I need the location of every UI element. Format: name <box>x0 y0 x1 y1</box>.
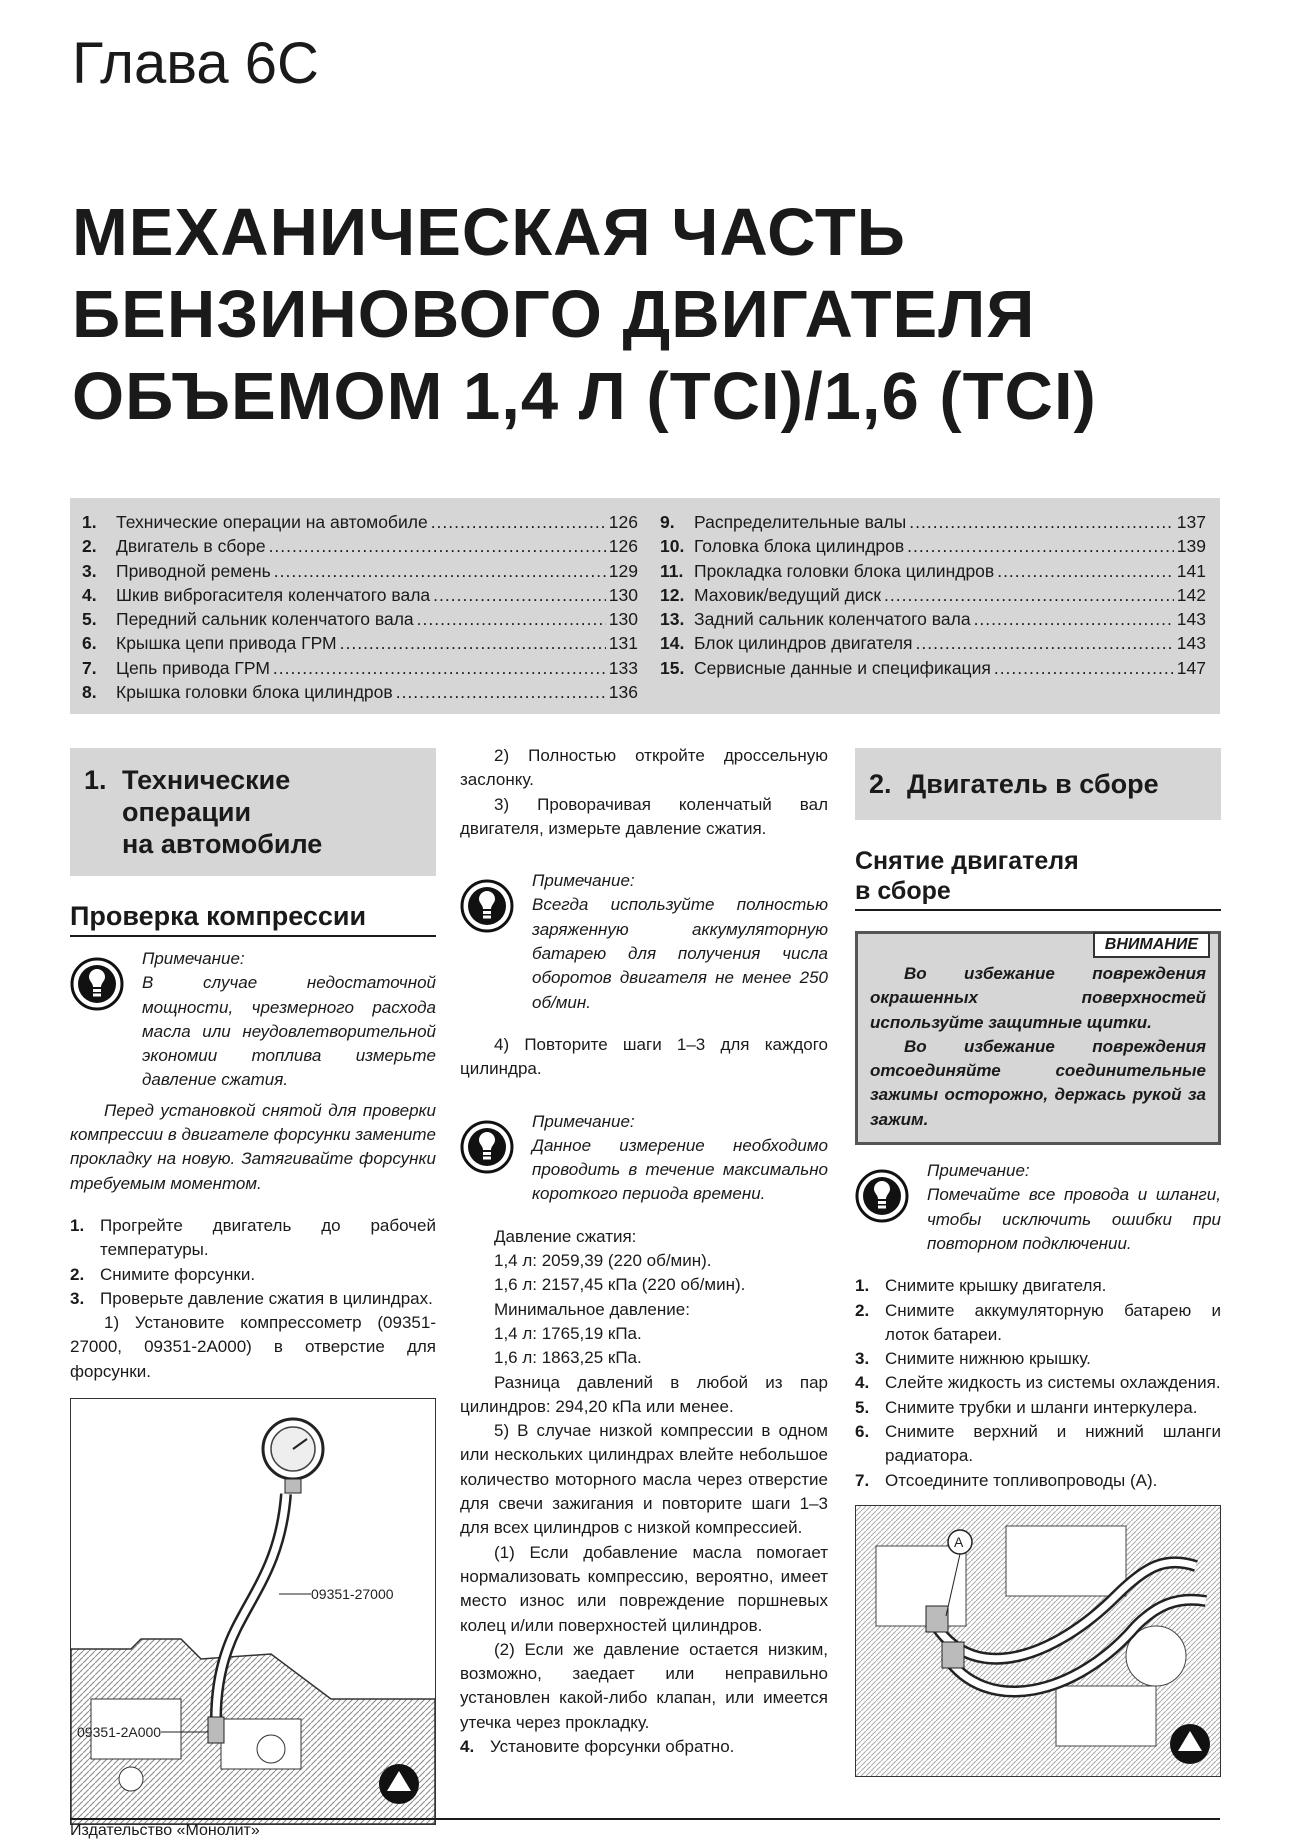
warning-text: Во избежание повреждения отсоединяйте соединительные зажимы осторожно, держась рукой за зажим. <box>870 1036 1206 1129</box>
section-title: Двигатель в сборе <box>907 769 1159 799</box>
list-item: 3. Проверьте давление сжатия в цилиндрах. <box>70 1288 433 1308</box>
figure-label: 09351-27000 <box>311 1586 394 1603</box>
toc-entry-number: 3. <box>82 560 97 581</box>
toc-entry <box>82 559 638 583</box>
toc-entry-title: Технические операции на автомобиле <box>116 512 428 532</box>
title-line-2: БЕНЗИНОВОГО ДВИГАТЕЛЯ <box>72 277 1036 352</box>
chapter-label: Глава 6С <box>72 31 319 96</box>
toc-entry-title: Передний сальник коленчатого вала <box>116 609 414 630</box>
spec-line: 1,6 л: 1863,25 кПа. <box>494 1348 642 1368</box>
warning-label: ВНИМАНИЕ <box>1093 932 1210 958</box>
toc-entry-page: 136 <box>608 682 638 703</box>
list-item: 2. Снимите форсунки. <box>70 1264 256 1284</box>
toc-entry-number: 8. <box>82 682 97 703</box>
toc-entry <box>660 583 1206 607</box>
toc-leader-dots <box>396 680 606 704</box>
toc-entry <box>660 559 1206 583</box>
toc-entry <box>82 534 638 558</box>
note-text: Перед установкой снятой для проверки компрессии в двигателе форсунки замените прокладку на новую. Затягивайте форсунки требуемым моментом. <box>70 1100 436 1193</box>
toc-entry <box>82 583 638 607</box>
toc-leader-dots <box>433 583 606 607</box>
note-label: Примечание: <box>142 949 245 968</box>
toc-entry-title: Блок цилиндров двигателя <box>694 633 913 654</box>
toc-entry-number: 14. <box>660 633 685 654</box>
toc-entry-page: 143 <box>1176 609 1206 630</box>
spec-line: 1,4 л: 1765,19 кПа. <box>494 1323 642 1343</box>
toc-leader-dots <box>974 607 1174 631</box>
spec-line: 1,6 л: 2157,45 кПа (220 об/мин). <box>494 1275 746 1295</box>
toc-entry-title: Цепь привода ГРМ <box>116 657 270 678</box>
toc-leader-dots <box>994 656 1174 680</box>
section-1-heading <box>70 748 436 876</box>
toc-entry <box>82 680 638 704</box>
toc-leader-dots <box>907 534 1174 558</box>
toc-leader-dots <box>997 559 1174 583</box>
figure-label: A <box>954 1533 964 1550</box>
toc-entry-number: 10. <box>660 536 685 557</box>
figure-label: 09351-2A000 <box>77 1724 162 1741</box>
toc-entry-page: 126 <box>608 512 638 532</box>
spec-block <box>460 1225 828 1371</box>
toc-entry-title: Двигатель в сборе <box>116 536 266 557</box>
list-item: 4. Установите форсунки обратно. <box>460 1736 735 1756</box>
toc-entry-page: 130 <box>608 609 638 630</box>
toc-left-column <box>82 510 638 704</box>
toc-leader-dots <box>269 534 606 558</box>
toc-entry-number: 6. <box>82 633 97 654</box>
toc-entry-title: Задний сальник коленчатого вала <box>694 609 971 630</box>
list-item: 1. Прогрейте двигатель до рабочей температуры. <box>70 1215 436 1260</box>
toc-entry-title: Крышка цепи привода ГРМ <box>116 633 337 654</box>
warning-box <box>855 931 1221 1145</box>
toc-entry <box>82 510 638 534</box>
toc-right-column <box>660 510 1206 680</box>
lightbulb-icon <box>460 1120 514 1174</box>
toc-entry-title: Шкив виброгасителя коленчатого вала <box>116 584 431 605</box>
paragraph: (1) Если добавление масла помогает нормализовать компрессию, вероятно, имеет место износ или повреждение поршневых колец и/или поверхностей цилиндров. <box>460 1542 828 1635</box>
toc-entry-title: Головка блока цилиндров <box>694 536 905 557</box>
spec-line: Минимальное давление: <box>494 1299 690 1319</box>
list-item: 4. Слейте жидкость из системы охлаждения. <box>855 1373 1221 1393</box>
toc-entry-page: 129 <box>608 560 638 581</box>
toc-entry-title: Прокладка головки блока цилиндров <box>694 560 995 581</box>
toc-entry-page: 139 <box>1176 536 1206 557</box>
warning-text: Во избежание повреждения окрашенных поверхностей используйте защитные щитки. <box>870 964 1206 1032</box>
list-item: 1. Снимите крышку двигателя. <box>855 1276 1107 1296</box>
toc-entry-number: 12. <box>660 584 685 605</box>
note-block <box>460 869 828 1015</box>
note-text: Данное измерение необходимо проводить в течение максимально короткого периода времени. <box>532 1135 828 1204</box>
toc-entry-title: Маховик/ведущий диск <box>694 584 881 605</box>
title-line-1: МЕХАНИЧЕСКАЯ ЧАСТЬ <box>72 195 906 270</box>
section-number: 2. <box>869 769 892 799</box>
lightbulb-icon <box>460 879 514 933</box>
section-2-heading <box>855 748 1221 820</box>
paragraph: Разница давлений в любой из пар цилиндров: 294,20 кПа или менее. <box>460 1372 828 1416</box>
toc-entry <box>660 656 1206 680</box>
chapter-title <box>72 192 1252 438</box>
paragraph: 5) В случае низкой компрессии в одном или нескольких цилиндрах влейте небольшое количество моторного масла через отверстие для свечи зажигания и повторите шаги 1–3 для всех цилиндров с низкой компрессией. <box>460 1421 828 1538</box>
toc-entry-page: 142 <box>1176 584 1206 605</box>
title-line-3: ОБЪЕМОМ 1,4 Л (TCI)/1,6 (TCI) <box>72 359 1097 434</box>
toc-leader-dots <box>909 510 1174 534</box>
toc-entry <box>82 607 638 631</box>
toc-entry-page: 130 <box>608 584 638 605</box>
column-1 <box>70 748 436 1825</box>
toc-leader-dots <box>274 559 606 583</box>
toc-entry-number: 11. <box>660 560 684 581</box>
fuel-lines-illustration <box>856 1506 1220 1776</box>
toc-leader-dots <box>884 583 1174 607</box>
note-label: Примечание: <box>927 1161 1030 1181</box>
compressometer-figure <box>70 1398 436 1825</box>
toc-entry-title: Крышка головки блока цилиндров <box>116 682 393 703</box>
lightbulb-icon <box>855 1169 909 1223</box>
list-item: 3. Снимите нижнюю крышку. <box>855 1349 1091 1369</box>
toc-entry-number: 13. <box>660 609 685 630</box>
note-block <box>460 1110 828 1207</box>
section-title-line: операции <box>122 797 252 827</box>
paragraph: (2) Если же давление остается низким, возможно, заедает или неправильно установлен какой-либо клапан, или имеется утечка через прокладку. <box>460 1639 828 1732</box>
toc-entry-number: 5. <box>82 609 97 630</box>
note-block <box>70 947 436 1093</box>
note-label: Примечание: <box>532 1111 635 1131</box>
toc-entry-title: Сервисные данные и спецификация <box>694 657 991 678</box>
toc-entry <box>82 656 638 680</box>
lightbulb-icon <box>70 957 124 1011</box>
toc-leader-dots <box>916 631 1174 655</box>
fuel-lines-figure <box>855 1505 1221 1777</box>
toc-entry-page: 126 <box>608 536 638 557</box>
section-title-line: Технические <box>122 765 291 795</box>
spec-line: Давление сжатия: <box>494 1226 637 1246</box>
paragraph: 4) Повторите шаги 1–3 для каждого цилиндра. <box>460 1034 828 1079</box>
toc-entry-number: 2. <box>82 536 97 557</box>
toc-entry-title: Распределительные валы <box>694 512 907 532</box>
note-text: В случае недостаточной мощности, чрезмерного расхода масла или неудовлетворительной экономии топлива измерьте давление сжатия. <box>142 973 436 1090</box>
toc-entry-number: 15. <box>660 657 685 678</box>
column-2 <box>460 744 828 1759</box>
toc-entry <box>82 631 638 655</box>
toc-entry <box>660 631 1206 655</box>
toc-entry-page: 147 <box>1176 657 1206 678</box>
note-label: Примечание: <box>532 871 635 891</box>
toc-entry-number: 7. <box>82 657 97 678</box>
toc-entry-number: 9. <box>660 512 675 532</box>
section-number: 1. <box>84 765 107 795</box>
list-item: 5. Снимите трубки и шланги интеркулера. <box>855 1397 1198 1417</box>
note-text: Помечайте все провода и шланги, чтобы исключить ошибки при повторном подключении. <box>927 1185 1221 1253</box>
spec-line: 1,4 л: 2059,39 (220 об/мин). <box>494 1251 712 1271</box>
toc-entry-page: 141 <box>1176 560 1206 581</box>
paragraph: 2) Полностью откройте дроссельную заслонку. <box>460 746 828 790</box>
toc-entry <box>660 510 1206 534</box>
toc-entry-page: 137 <box>1176 512 1206 532</box>
footer-divider <box>70 1818 1220 1820</box>
toc-entry-page: 143 <box>1176 633 1206 654</box>
paragraph: 3) Проворачивая коленчатый вал двигателя, измерьте давление сжатия. <box>460 794 828 838</box>
note-block <box>855 1159 1221 1256</box>
toc-leader-dots <box>273 656 606 680</box>
subsection-heading: Проверка компрессии <box>70 900 436 937</box>
toc-leader-dots <box>431 510 606 534</box>
toc-entry-title: Приводной ремень <box>116 560 271 581</box>
table-of-contents <box>70 498 1220 714</box>
section-title-line: на автомобиле <box>122 829 323 859</box>
list-item: 7. Отсоедините топливопроводы (A). <box>855 1470 1158 1490</box>
toc-leader-dots <box>417 607 606 631</box>
list-item: 6. Снимите верхний и нижний шланги радиатора. <box>855 1422 1221 1466</box>
subsection-heading: Снятие двигателя в сборе <box>855 846 1221 911</box>
column-3 <box>855 748 1221 1777</box>
toc-entry-page: 133 <box>608 657 638 678</box>
toc-entry <box>660 534 1206 558</box>
toc-entry <box>660 607 1206 631</box>
toc-entry-number: 4. <box>82 584 97 605</box>
publisher-footer: Издательство «Монолит» <box>70 1822 260 1839</box>
substep-text: 1) Установите компрессометр (09351-27000, 09351-2A000) в отверстие для форсунки. <box>70 1313 436 1381</box>
toc-leader-dots <box>340 631 606 655</box>
note-text: Всегда используйте полностью заряженную аккумуляторную батарею для получения числа оборотов двигателя не менее 250 об/мин. <box>532 895 828 1012</box>
toc-entry-page: 131 <box>608 633 638 654</box>
list-item: 2. Снимите аккумуляторную батарею и лоток батареи. <box>855 1300 1221 1344</box>
toc-entry-number: 1. <box>82 512 97 532</box>
compressometer-illustration <box>71 1399 435 1824</box>
